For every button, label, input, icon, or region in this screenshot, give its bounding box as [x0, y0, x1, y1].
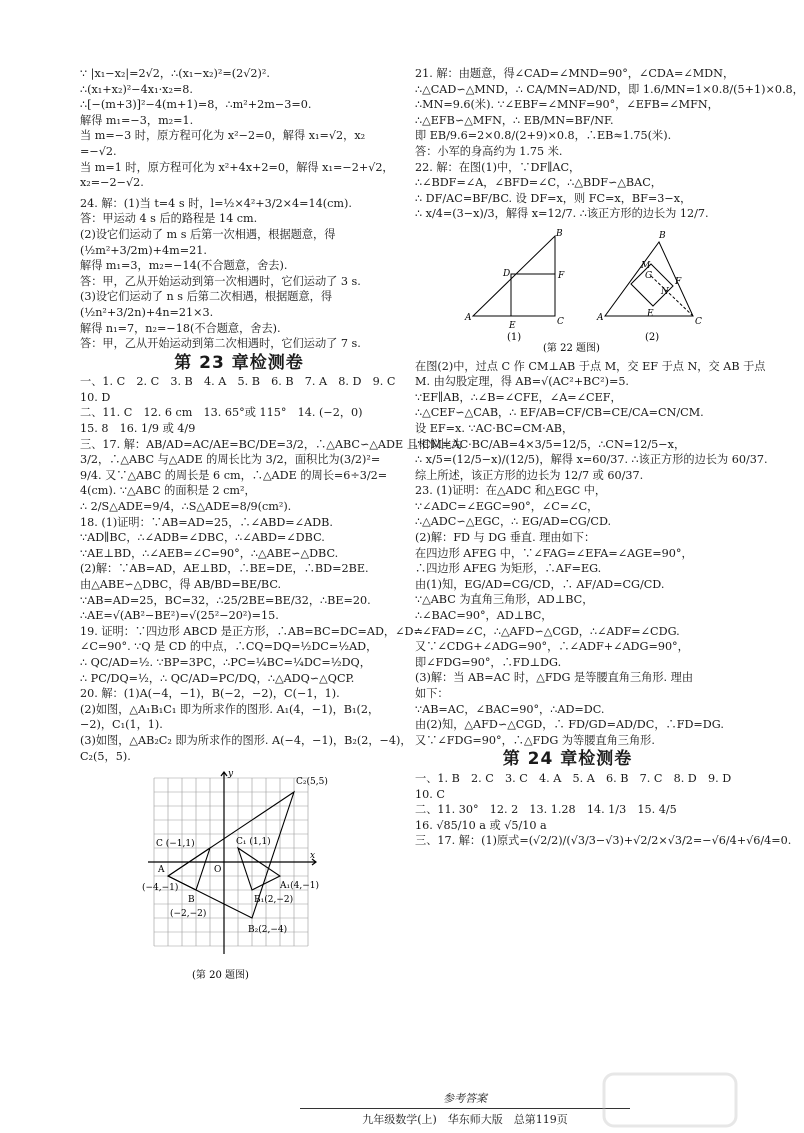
text-line: 答：甲运动 4 s 后的路程是 14 cm. [80, 212, 258, 226]
text-line: 答：甲，乙从开始运动到第一次相遇时，它们运动了 3 s. [80, 274, 361, 288]
label-y-axis: y [228, 769, 234, 780]
answers-21-22 [415, 66, 804, 222]
text-line: 解得 m₁=−3，m₂=1. [80, 113, 194, 127]
fig22-1-label-c: C [557, 316, 564, 327]
text-line: 如下： [415, 687, 449, 700]
fig22-1-label-b: B [556, 228, 563, 239]
text-line: ∴△EFB∽△MFN，∴ EB/MN=BF/NF. [415, 113, 614, 127]
text-line: 二、11. C 12. 6 cm 13. 65°或 115° 14. (−2，0) [80, 406, 363, 420]
text-line: (2)解：∵AB=AD，AE⊥BD，∴BE=DE，∴BD=2BE. [80, 562, 369, 576]
label-a: A [158, 865, 165, 876]
text-line: (2)解：FD 与 DG 垂直. 理由如下： [415, 531, 596, 545]
coordinate-grid-figure [140, 766, 380, 984]
label-c1: C₁ (1,1) [236, 837, 271, 848]
text-line: ∵AE⊥BD，∴∠AEB=∠C=90°，∴△ABE∽△DBC. [80, 546, 339, 560]
text-line: 当 m=−3 时，原方程可化为 x²−2=0，解得 x₁=√2，x₂ [80, 129, 366, 143]
answer-question-24 [80, 196, 398, 352]
watermark-logo [600, 1070, 740, 1130]
text-line: 10. D [80, 390, 111, 404]
text-line: 解得 n₁=7，n₂=−18(不合题意，舍去). [80, 321, 281, 335]
text-line: 18. (1)证明：∵AB=AD=25，∴∠ABD=∠ADB. [80, 515, 333, 529]
text-line: x₂=−2−√2. [80, 176, 144, 190]
fig22-1-label-a: A [465, 312, 472, 323]
fig22-2-label-b: B [659, 230, 666, 241]
text-line: 3/2，∴△ABC 与△ADE 的周长比为 3/2，面积比为(3/2)²= [80, 453, 381, 467]
label-b1: B₁(2,−2) [254, 895, 294, 906]
text-line: ∴∠FAD=∠C，∴△AFD∽△CGD，∴∠ADF=∠CDG. [415, 624, 680, 638]
text-line: (3)解：当 AB=AC 时，△FDG 是等腰直角三角形. 理由 [415, 671, 694, 685]
text-line: 22. 解：在图(1)中，∵DF∥AC， [415, 160, 581, 174]
text-line: (3)如图，△AB₂C₂ 即为所求作的图形. A(−4，−1)，B₂(2，−4)， [80, 733, 412, 747]
fig22-1-label-d: D [503, 268, 511, 279]
text-line: ∴ x/5=(12/5−x)/(12/5)，解得 x=60/37. ∴该正方形的边长为 60/37. [415, 453, 768, 467]
text-line: 由(2)知，△AFD∽△CGD，∴ FD/GD=AD/DC，∴FD=DG. [415, 718, 724, 732]
figure-20 [80, 766, 398, 989]
fig22-2-label-f: F [675, 276, 682, 287]
text-line: 21. 解：由题意，得∠CAD=∠MND=90°，∠CDA=∠MDN， [415, 67, 735, 80]
footer-divider [300, 1108, 630, 1109]
text-line: 三、17. 解：AB/AD=AC/AE=BC/DE=3/2，∴△ABC∽△ADE 且相似比为 [80, 437, 463, 451]
text-line: ∴四边形 AFEG 为矩形，∴AF=EG. [415, 562, 602, 576]
text-line: M. 由勾股定理，得 AB=√(AC²+BC²)=5. [415, 375, 629, 389]
chapter-24-title: 第 24 章检测卷 [502, 749, 633, 770]
text-line: 10. C [415, 787, 445, 801]
text-line: 设 EF=x. ∵AC·BC=CM·AB， [415, 421, 574, 435]
text-line: 即 EB/9.6=2×0.8/(2+9)×0.8，∴EB≈1.75(米). [415, 129, 672, 143]
text-line: 一、1. B 2. C 3. C 4. A 5. A 6. B 7. C 8. D 9. D [415, 771, 732, 785]
chapter-23-title: 第 23 章检测卷 [174, 352, 304, 373]
text-line: 在图(2)中，过点 C 作 CM⊥AB 于点 M，交 EF 于点 N，交 AB 于点 [415, 359, 766, 373]
text-line: 一、1. C 2. C 3. B 4. A 5. B 6. B 7. A 8. D 9. C [80, 375, 396, 389]
label-c: C (−1,1) [156, 839, 195, 850]
text-line: ∴ DF/AC=BF/BC. 设 DF=x，则 FC=x，BF=3−x， [415, 191, 692, 205]
text-line: ∠C=90°. ∵Q 是 CD 的中点，∴CQ=DQ=½DC=½AD， [80, 640, 378, 654]
text-line: 答：小军的身高约为 1.75 米. [415, 144, 563, 158]
fig22-2-label-c: C [695, 316, 702, 327]
text-line: ∵ |x₁−x₂|=2√2，∴(x₁−x₂)²=(2√2)². [80, 67, 270, 80]
right-column [415, 66, 804, 849]
text-line: 解得 m₁=3，m₂=−14(不合题意，舍去). [80, 259, 288, 273]
text-line: ∵AD∥BC，∴∠ADB=∠DBC，∴∠ABD=∠DBC. [80, 531, 325, 545]
text-line: C₂(5，5). [80, 749, 131, 763]
fig22-2-label-g: G [645, 270, 653, 281]
text-line: ∴MN=9.6(米). ∵∠EBF=∠MNF=90°，∠EFB=∠MFN， [415, 98, 719, 112]
page-footer [300, 1090, 630, 1127]
text-line: −2)，C₁(1，1). [80, 718, 163, 732]
text-line: 又∵∠CDG+∠ADG=90°，∴∠ADF+∠ADG=90°， [415, 640, 689, 654]
footer-page-info: 九年级数学(上) 华东师大版 总第119页 [362, 1113, 568, 1126]
fig22-sub2: (2) [645, 331, 660, 343]
text-line: ∴[−(m+3)]²−4(m+1)=8，∴m²+2m−3=0. [80, 98, 312, 112]
text-line: ∴△CAD∽△MND，∴ CA/MN=AD/ND，即 1.6/MN=1×0.8/(5+1)×0.8， [415, 82, 804, 96]
figure-22-caption: (第 22 题图) [543, 342, 600, 354]
figure-22 [415, 224, 720, 357]
fig22-2-label-e: E [647, 308, 654, 319]
text-line: ∴(x₁+x₂)²−4x₁·x₂=8. [80, 82, 193, 96]
label-a1: A₁(4,−1) [280, 881, 319, 892]
label-b-coords: (−2,−2) [170, 909, 207, 920]
answers-22-23 [415, 359, 768, 749]
text-line: 15. 8 16. 1/9 或 4/9 [80, 422, 196, 436]
text-line: (2)设它们运动了 m s 后第一次相遇，根据题意，得 [80, 227, 336, 241]
text-line: 9/4. 又∵△ABC 的周长是 6 cm，∴△ADE 的周长=6÷3/2= [80, 468, 388, 482]
text-line: ∴AE=√(AB²−BE²)=√(25²−20²)=15. [80, 609, 279, 623]
text-line: ∵EF∥AB，∴∠B=∠CFE，∠A=∠CEF， [415, 390, 622, 404]
text-line: ∴CM=AC·BC/AB=4×3/5=12/5，∴CN=12/5−x， [415, 437, 686, 451]
fig22-2-label-a: A [597, 312, 604, 323]
text-line: ∵△ABC 为直角三角形，AD⊥BC， [415, 593, 594, 607]
footer-title: 参考答案 [443, 1092, 487, 1105]
text-line: (½n²+3/2n)+4n=21×3. [80, 305, 214, 319]
text-line: 20. 解：(1)A(−4，−1)，B(−2，−2)，C(−1，1). [80, 687, 340, 701]
text-line: 三、17. 解：(1)原式=(√2/2)/(√3/3−√3)+√2/2×√3/2=−√6/4+√6/4=0. [415, 834, 792, 848]
text-line: ∴ QC/AD=½. ∵BP=3PC，∴PC=¼BC=¼DC=½DQ， [80, 655, 371, 669]
text-line: 24. 解：(1)当 t=4 s 时，l=½×4²+3/2×4=14(cm). [80, 196, 352, 210]
text-line: 答：甲，乙从开始运动到第二次相遇时，它们运动了 7 s. [80, 337, 361, 351]
text-line: ∵AB=AC，∠BAC=90°，∴AD=DC. [415, 702, 605, 716]
text-line: 当 m=1 时，原方程可化为 x²+4x+2=0，解得 x₁=−2+√2， [80, 160, 394, 174]
text-line: (3)设它们运动了 n s 后第二次相遇，根据题意，得 [80, 290, 333, 304]
text-line: 综上所述，该正方形的边长为 12/7 或 60/37. [415, 468, 644, 482]
fig22-1-label-e: E [509, 320, 516, 331]
text-line: 二、11. 30° 12. 2 13. 1.28 14. 1/3 15. 4/5 [415, 803, 677, 817]
label-b: B [188, 895, 195, 906]
text-line: 19. 证明：∵四边形 ABCD 是正方形，∴AB=BC=DC=AD，∠D= [80, 624, 423, 638]
label-origin: O [214, 865, 222, 876]
text-line: (½m²+3/2m)+4m=21. [80, 243, 207, 257]
text-line: (2)如图，△A₁B₁C₁ 即为所求作的图形. A₁(4，−1)，B₁(2， [80, 702, 380, 716]
geometry-figure-22 [415, 224, 715, 352]
text-line: ∴∠BDF=∠A，∠BFD=∠C，∴△BDF∽△BAC， [415, 176, 662, 190]
text-line: ∴ 2/S△ADE=9/4，∴S△ADE=8/9(cm²). [80, 500, 292, 514]
answer-block-23-continued [80, 66, 398, 191]
label-x-axis: x [310, 851, 316, 862]
text-line: 由△ABE∽△DBC，得 AB/BD=BE/BC. [80, 578, 282, 591]
chapter-24-answers [415, 771, 792, 849]
text-line: ∴∠BAC=90°，AD⊥BC， [415, 609, 553, 623]
text-line: 在四边形 AFEG 中，∵∠FAG=∠EFA=∠AGE=90°， [415, 546, 693, 560]
fig22-1-label-f: F [558, 270, 565, 281]
text-line: 由(1)知，EG/AD=CG/CD，∴ AF/AD=CG/CD. [415, 577, 665, 591]
fig22-2-label-m: M [641, 260, 651, 271]
text-line: ∴ PC/DQ=½，∴ QC/AD=PC/DQ，∴△ADQ∽△QCP. [80, 671, 355, 685]
text-line: 又∵∠FDG=90°，∴△FDG 为等腰直角三角形. [415, 733, 655, 747]
figure-20-caption: (第 20 题图) [192, 970, 249, 982]
text-line: ∵∠ADC=∠EGC=90°，∠C=∠C， [415, 499, 599, 513]
label-b2: B₂(2,−4) [248, 925, 288, 936]
axes [148, 772, 316, 954]
text-line: ∴△CEF∽△CAB，∴ EF/AB=CF/CB=CE/CA=CN/CM. [415, 406, 704, 420]
text-line: 23. (1)证明：在△ADC 和△EGC 中， [415, 484, 607, 498]
fig22-2-label-n: N [661, 286, 669, 297]
text-line: 16. √85/10 a 或 √5/10 a [415, 818, 547, 832]
text-line: ∴ x/4=(3−x)/3，解得 x=12/7. ∴该正方形的边长为 12/7. [415, 207, 709, 221]
text-line: =−√2. [80, 144, 117, 158]
figure-22-1-lines [473, 236, 555, 316]
text-line: ∵AB=AD=25，BC=32，∴25/2BE=BE/32，∴BE=20. [80, 593, 371, 607]
label-a-coords: (−4,−1) [142, 883, 179, 894]
text-line: 即∠FDG=90°，∴FD⊥DG. [415, 655, 562, 669]
fig22-sub1: (1) [507, 331, 522, 343]
label-c2: C₂(5,5) [296, 777, 328, 788]
text-line: ∴△ADC∽△EGC，∴ EG/AD=CG/CD. [415, 515, 612, 529]
text-line: 4(cm). ∵△ABC 的面积是 2 cm²， [80, 484, 256, 498]
